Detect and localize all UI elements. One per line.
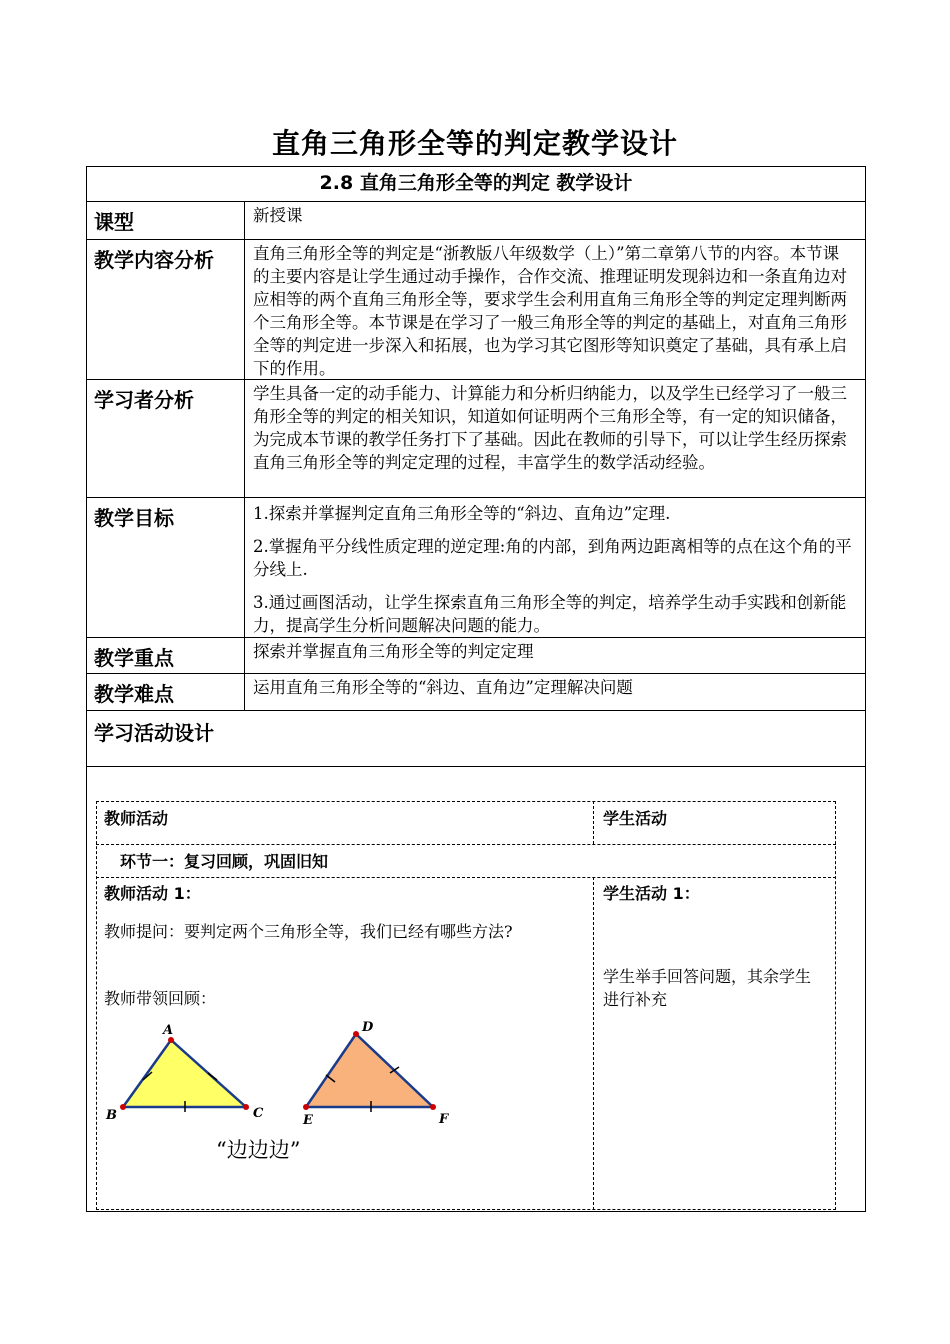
row-label: 教学难点: [87, 674, 245, 710]
row-objectives: [87, 498, 865, 638]
row-content: 直角三角形全等的判定是“浙教版八年级数学（上）”第二章第八节的内容。本节课的主要内容是让学生通过动手操作，合作交流、推理证明发现斜边和一条直角边对应相等的两个直角三角形全等，要求学生会利用直角三角形全等的判定定理判断两个三角形全等。本节课是在学习了一般三角形全等的判定的基础上，对直角三角形全等的判定进一步深入和拓展，也为学习其它图形等知识奠定了基础，具有承上启下的作用。: [253, 244, 847, 378]
row-label: 教学目标: [87, 498, 245, 637]
row-content-analysis: [87, 240, 865, 380]
teacher-question: 教师提问：要判定两个三角形全等，我们已经有哪些方法?: [104, 922, 513, 941]
objective-item: 2.掌握角平分线性质定理的逆定理:角的内部，到角两边距离相等的点在这个角的平分线上.: [253, 537, 852, 579]
row-content: 新授课: [253, 206, 303, 225]
row-content: [245, 498, 865, 637]
row-label: 课型: [87, 202, 245, 239]
vertex-label-a: A: [163, 1023, 174, 1038]
row-label: 学习者分析: [87, 380, 245, 497]
student-activity-label: 学生活动 1：: [603, 884, 700, 903]
row-content: 运用直角三角形全等的“斜边、直角边”定理解决问题: [253, 678, 633, 697]
teacher-activity-label: 教师活动 1：: [104, 884, 201, 903]
activity-table: [96, 801, 836, 1210]
vertex-label-d: D: [362, 1020, 374, 1035]
triangle-abc: [123, 1040, 246, 1107]
objective-item: 1.探索并掌握判定直角三角形全等的“斜边、直角边”定理.: [253, 504, 671, 523]
vertex-label-b: B: [106, 1108, 117, 1123]
section-title: 环节一：复习回顾，巩固旧知: [120, 852, 329, 871]
row-content: 学生具备一定的动手能力、计算能力和分析归纳能力，以及学生已经学习了一般三角形全等的判定的相关知识，知道如何证明两个三角形全等，有一定的知识储备，为完成本节课的教学任务打下了基础。因此在教师的引导下，可以让学生经历探索直角三角形全等的判定定理的过程，丰富学生的数学活动经验。: [253, 384, 847, 472]
row-key-points: [87, 638, 865, 674]
teacher-lead: 教师带领回顾：: [104, 989, 217, 1008]
figure-caption: “边边边”: [216, 1138, 301, 1162]
student-activity-header: 学生活动: [603, 809, 668, 828]
sss-triangles-figure: [96, 801, 593, 1210]
teacher-activity-header: 教师活动: [104, 809, 169, 828]
student-answer: 学生举手回答问题，其余学生进行补充: [603, 967, 812, 1009]
row-label: 教学重点: [87, 638, 245, 673]
table-heading: 2.8 直角三角形全等的判定 教学设计: [87, 167, 865, 202]
document-title: 直角三角形全等的判定教学设计: [271, 127, 678, 160]
activity-design-label: 学习活动设计: [87, 711, 865, 767]
row-course-type: [87, 202, 865, 240]
vertex-label-f: F: [439, 1112, 449, 1127]
objective-item: 3.通过画图活动，让学生探索直角三角形全等的判定，培养学生动手实践和创新能力，提高学生分析问题解决问题的能力。: [253, 593, 847, 635]
vertex-label-c: C: [253, 1106, 264, 1121]
triangle-def: [306, 1034, 433, 1107]
row-content: 探索并掌握直角三角形全等的判定定理: [253, 642, 534, 661]
vertex-label-e: E: [303, 1113, 313, 1128]
row-learner-analysis: [87, 380, 865, 498]
row-difficulties: [87, 674, 865, 711]
row-label: 教学内容分析: [87, 240, 245, 379]
